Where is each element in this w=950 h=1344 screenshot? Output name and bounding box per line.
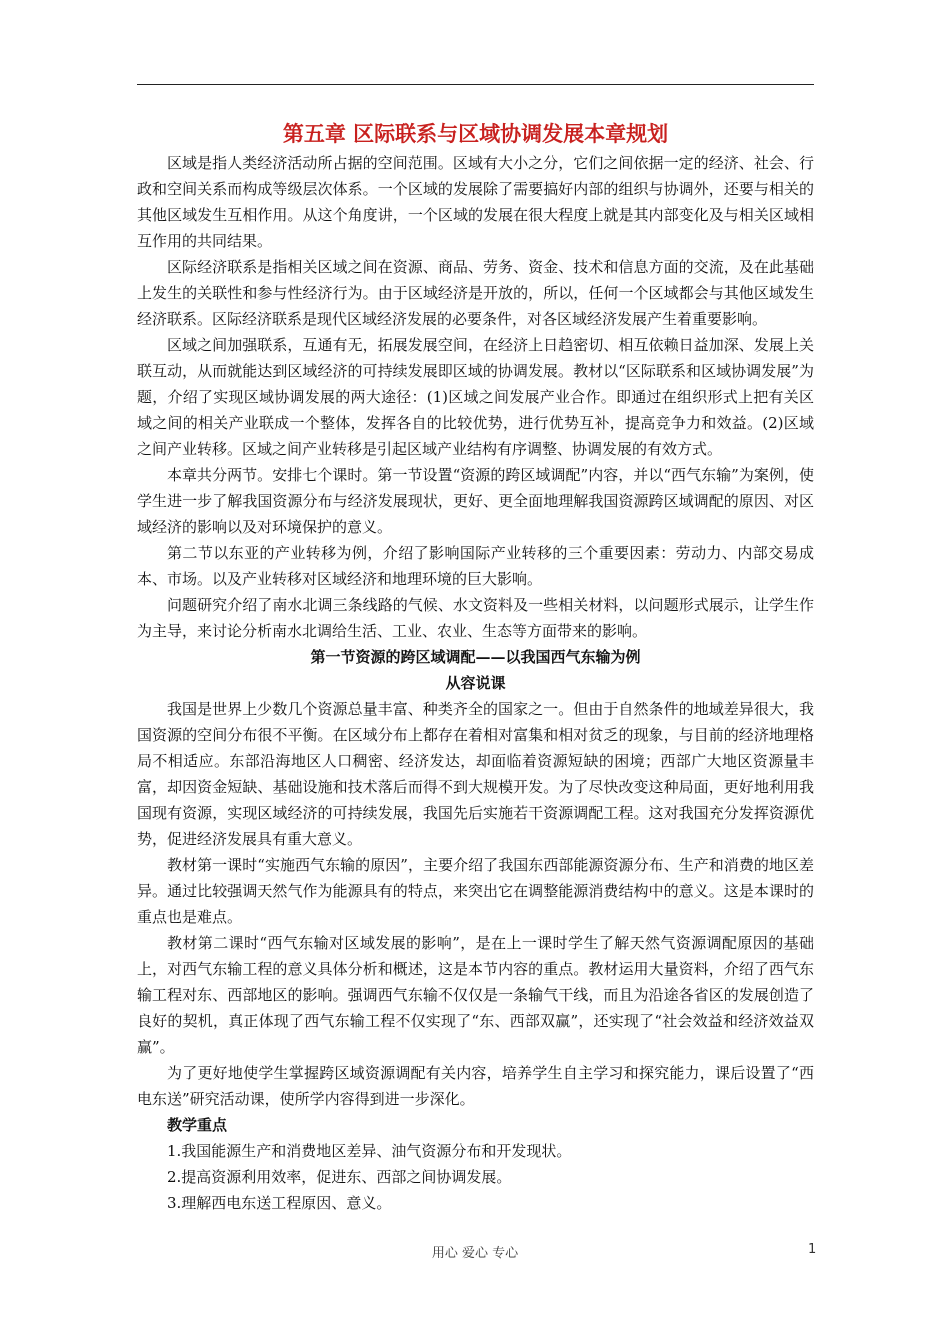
intro-paragraph: 区际经济联系是指相关区域之间在资源、商品、劳务、资金、技术和信息方面的交流，及在此基础上发生的关联性和参与性经济行为。由于区域经济是开放的，所以，任何一个区域都会与其他区域发生经济联系。区际经济联系是现代区域经济发展的必要条件，对各区域经济发展产生着重要影响。 xyxy=(137,258,814,328)
intro-paragraph: 区域是指人类经济活动所占据的空间范围。区域有大小之分，它们之间依据一定的经济、社会、行政和空间关系而构成等级层次体系。一个区域的发展除了需要搞好内部的组织与协调外，还要与相关的其他区域发生互相作用。从这个角度讲，一个区域的发展在很大程度上就是其内部变化及与相关区域相互作用的共同结果。 xyxy=(137,154,814,250)
section-paragraph: 教材第二课时“西气东输对区域发展的影响”，是在上一课时学生了解天然气资源调配原因的基础上，对西气东输工程的意义具体分析和概述，这是本节内容的重点。教材运用大量资料，介绍了西气东输工程对东、西部地区的影响。强调西气东输不仅仅是一条输气干线，而且为沿途各省区的发展创造了良好的契机，真正体现了西气东输工程不仅实现了“东、西部双赢”，还实现了“社会效益和经济效益双赢”。 xyxy=(137,934,814,1056)
key-points-label: 教学重点 xyxy=(167,1116,228,1134)
section-title: 第一节资源的跨区域调配——以我国西气东输为例 xyxy=(310,648,641,666)
key-point-item: 2.提高资源利用效率，促进东、西部之间协调发展。 xyxy=(167,1168,512,1186)
page-footer: 用心 爱心 专心 xyxy=(431,1246,519,1261)
document-body xyxy=(137,118,814,1216)
section-paragraph: 教材第一课时“实施西气东输的原因”，主要介绍了我国东西部能源资源分布、生产和消费的地区差异。通过比较强调天然气作为能源具有的特点，来突出它在调整能源消费结构中的意义。这是本课时的重点也是难点。 xyxy=(137,856,814,926)
chapter-title: 第五章 区际联系与区域协调发展本章规划 xyxy=(282,121,669,146)
section-paragraph: 我国是世界上少数几个资源总量丰富、种类齐全的国家之一。但由于自然条件的地域差异很大，我国资源的空间分布很不平衡。在区域分布上都存在着相对富集和相对贫乏的现象，与目前的经济地理格局不相适应。东部沿海地区人口稠密、经济发达，却面临着资源短缺的困境；西部广大地区资源量丰富，却因资金短缺、基础设施和技术落后而得不到大规模开发。为了尽快改变这种局面，更好地利用我国现有资源，实现区域经济的可持续发展，我国先后实施若干资源调配工程。这对我国充分发挥资源优势，促进经济发展具有重大意义。 xyxy=(137,700,814,848)
key-point-item: 1.我国能源生产和消费地区差异、油气资源分布和开发现状。 xyxy=(167,1142,572,1160)
page-number: 1 xyxy=(808,1242,817,1257)
section-paragraph: 为了更好地使学生掌握跨区域资源调配有关内容，培养学生自主学习和探究能力，课后设置了“西电东送”研究活动课，使所学内容得到进一步深化。 xyxy=(137,1064,814,1108)
key-point-item: 3.理解西电东送工程原因、意义。 xyxy=(167,1194,392,1212)
section-subtitle: 从容说课 xyxy=(445,674,506,692)
intro-paragraph: 本章共分两节。安排七个课时。第一节设置“资源的跨区域调配”内容，并以“西气东输”为案例，使学生进一步了解我国资源分布与经济发展现状，更好、更全面地理解我国资源跨区域调配的原因、对区域经济的影响以及对环境保护的意义。 xyxy=(137,466,814,536)
header-rule xyxy=(137,84,814,85)
intro-paragraph: 问题研究介绍了南水北调三条线路的气候、水文资料及一些相关材料，以问题形式展示，让学生作为主导，来讨论分析南水北调给生活、工业、农业、生态等方面带来的影响。 xyxy=(137,596,814,640)
intro-paragraph: 区域之间加强联系，互通有无，拓展发展空间，在经济上日趋密切、相互依赖日益加深、发展上关联互动，从而就能达到区域经济的可持续发展即区域的协调发展。教材以“区际联系和区域协调发展”为题，介绍了实现区域协调发展的两大途径：(1)区域之间发展产业合作。即通过在组织形式上把有关区域之间的相关产业联成一个整体，发挥各自的比较优势，进行优势互补，提高竞争力和效益。(2)区域之间产业转移。区域之间产业转移是引起区域产业结构有序调整、协调发展的有效方式。 xyxy=(137,336,814,458)
intro-paragraph: 第二节以东亚的产业转移为例，介绍了影响国际产业转移的三个重要因素：劳动力、内部交易成本、市场。以及产业转移对区域经济和地理环境的巨大影响。 xyxy=(137,544,814,588)
